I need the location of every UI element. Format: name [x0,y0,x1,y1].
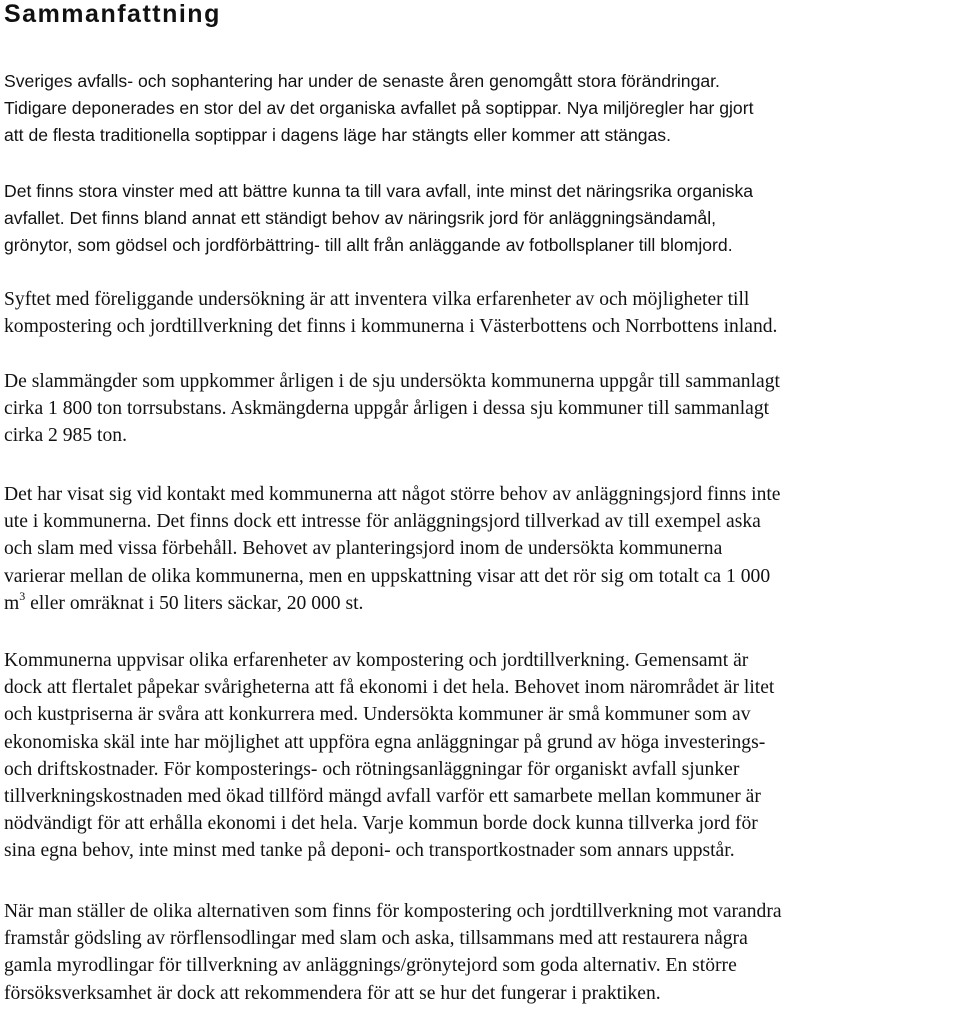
text-line: dock att flertalet påpekar svårigheterna att få ekonomi i det hela. Behovet inom närområdet är litet [4,677,775,699]
paragraph-6 [4,647,774,865]
text-line: nödvändigt för att erhålla ekonomi i det hela. Varje kommun borde dock kunna tillverka jord för [4,813,758,835]
text-line: att de flesta traditionella soptippar i dagens läge har stängts eller kommer att stängas. [4,125,671,145]
paragraph-1 [4,68,753,149]
text-line: Det finns stora vinster med att bättre kunna ta till vara avfall, inte minst det näringsrika organiska [4,181,754,201]
text-line: och driftskostnader. För komposterings- och rötningsanläggningar för organiskt avfall sjunker [4,758,740,780]
text-line: Det har visat sig vid kontakt med kommunerna att något större behov av anläggningsjord finns inte [4,484,781,505]
text-line: och slam med vissa förbehåll. Behovet av planteringsjord inom de undersökta kommunerna [4,538,723,560]
document-title: Sammanfattning [4,0,221,28]
paragraph-3 [4,286,777,340]
paragraph-4 [4,368,780,450]
text-line: gamla myrodlingar för tillverkning av anläggnings/grönytejord som goda alternativ. En större [4,955,737,977]
text-line: ute i kommunerna. Det finns dock ett intresse för anläggningsjord tillverkad av till exempel aska [4,511,761,533]
text-line: De slammängder som uppkommer årligen i de sju undersökta kommunerna uppgår till sammanlagt [4,371,780,392]
text-line: kompostering och jordtillverkning det finns i kommunerna i Västerbottens och Norrbottens inland. [4,316,778,338]
text-line: tillverkningskostnaden med ökad tillförd mängd avfall varför ett samarbete mellan kommuner är [4,786,761,808]
text-line: avfallet. Det finns bland annat ett ständigt behov av näringsrik jord för anläggningsändamål, [4,208,717,228]
text-line: ekonomiska skäl inte har möjlighet att uppföra egna anläggningar på grund av höga investerings- [4,731,766,753]
text-line: Syftet med föreliggande undersökning är att inventera vilka erfarenheter av och möjligheter till [4,289,750,310]
text-line: framstår gödsling av rörflensodlingar med slam och aska, tillsammans med att restaurera några [4,928,748,950]
text-line: och kustpriserna är svåra att konkurrera med. Undersökta kommuner är små kommuner som av [4,704,751,726]
superscript-3: 3 [19,588,26,603]
text-line: Sveriges avfalls- och sophantering har under de senaste åren genomgått stora förändringar. [4,71,720,91]
text-line: försöksverksamhet är dock att rekommendera för att se hur det fungerar i praktiken. [4,982,661,1004]
paragraph-2 [4,178,753,259]
unit-m: m [4,592,20,614]
text-line [4,590,781,617]
text-line: När man ställer de olika alternativen som finns för kompostering och jordtillverkning mot varandra [4,901,782,922]
text-line: Kommunerna uppvisar olika erfarenheter av kompostering och jordtillverkning. Gemensamt är [4,650,749,671]
text-line: cirka 1 800 ton torrsubstans. Askmängderna uppgår årligen i dessa sju kommuner till sammanlagt [4,398,770,420]
paragraph-7 [4,898,782,1007]
text-line: cirka 2 985 ton. [4,425,127,447]
text-fragment: eller omräknat i 50 liters säckar, 20 000 st. [25,592,364,614]
paragraph-5 [4,481,781,617]
text-line: sina egna behov, inte minst med tanke på deponi- och transportkostnader som annars uppstår. [4,840,735,862]
text-line: grönytor, som gödsel och jordförbättring- till allt från anläggande av fotbollsplaner till blomjord. [4,235,733,255]
text-line: varierar mellan de olika kommunerna, men en uppskattning visar att det rör sig om totalt ca 1 000 [4,565,771,587]
text-line: Tidigare deponerades en stor del av det organiska avfallet på soptippar. Nya miljöregler har gjort [4,98,754,118]
